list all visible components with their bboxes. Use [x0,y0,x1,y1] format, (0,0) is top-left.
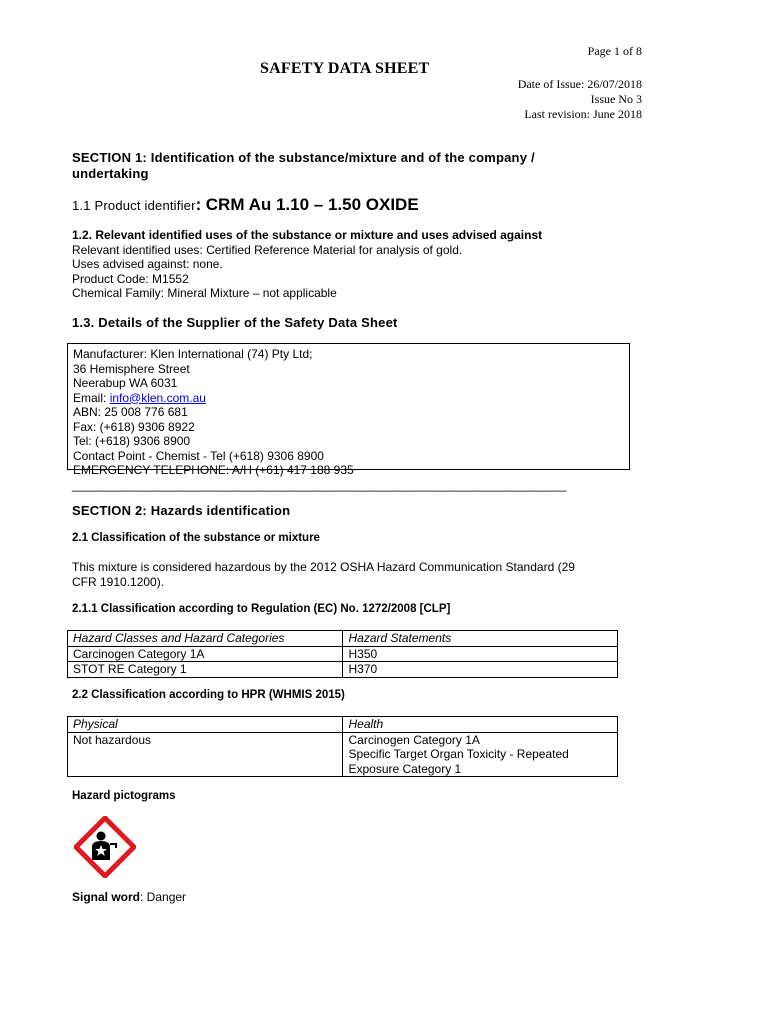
relevant-uses-heading: 1.2. Relevant identified uses of the substance or mixture and uses advised against [72,228,543,242]
last-revision: Last revision: June 2018 [524,107,642,121]
date-of-issue: Date of Issue: 26/07/2018 [517,77,642,91]
document-title: SAFETY DATA SHEET [260,60,430,77]
email-line [73,391,624,406]
section1-heading-line2: undertaking [72,166,149,181]
hpr-table [67,716,618,777]
classification-text [72,560,575,589]
product-code: Product Code: M1552 [72,271,189,286]
street: 36 Hemisphere Street [73,361,190,376]
relevant-uses: Relevant identified uses: Certified Reference Material for analysis of gold. [72,242,463,257]
product-identifier [72,195,419,215]
hpr-heading: 2.2 Classification according to HPR (WHMIS 2015) [72,689,345,701]
classification-text-line2: CFR 1910.1200). [72,574,165,589]
pictograms-heading: Hazard pictograms [72,790,176,802]
emergency-telephone: EMERGENCY TELEPHONE: A/H (+61) 417 188 935 [73,463,354,477]
section2-heading: SECTION 2: Hazards identification [72,503,291,518]
table-header: Health [343,717,618,733]
table-cell-health [343,732,618,777]
email-link[interactable]: info@klen.com.au [109,390,206,405]
table-cell: STOT RE Category 1 [68,662,343,678]
health-line: Specific Target Organ Toxicity - Repeated [348,747,569,761]
product-name: CRM Au 1.10 – 1.50 OXIDE [205,195,419,214]
table-header: Hazard Statements [343,631,618,647]
section1-heading [72,150,535,182]
fax: Fax: (+618) 9306 8922 [73,419,195,434]
clp-table [67,630,618,678]
chemical-family: Chemical Family: Mineral Mixture – not applicable [72,286,337,300]
table-cell: H370 [343,662,618,678]
manufacturer: Manufacturer: Klen International (74) Pty Ltd; [73,347,313,361]
table-row [68,662,618,678]
email-label: Email: [73,390,110,405]
table-row [68,732,618,777]
table-cell: H350 [343,646,618,662]
contact-point: Contact Point - Chemist - Tel (+618) 9306 8900 [73,448,324,463]
issue-info [518,77,642,122]
health-hazard-icon [74,816,136,878]
clp-heading: 2.1.1 Classification according to Regulation (EC) No. 1272/2008 [CLP] [72,603,451,615]
abn: ABN: 25 008 776 681 [73,405,188,419]
product-identifier-label: 1.1 Product identifier [72,198,196,213]
table-cell-physical: Not hazardous [68,732,343,777]
health-line: Exposure Category 1 [348,761,462,776]
signal-word [72,890,186,905]
issue-number: Issue No 3 [590,92,642,106]
classification-heading: 2.1 Classification of the substance or mixture [72,532,320,544]
table-cell: Carcinogen Category 1A [68,646,343,662]
supplier-box [67,343,630,477]
table-header: Physical [68,717,343,733]
signal-word-label: Signal word [72,890,141,904]
health-line: Carcinogen Category 1A [348,732,480,747]
section-separator: ________________________________________________________________________________ [72,478,566,492]
page-number: Page 1 of 8 [587,44,642,58]
table-row [68,646,618,662]
table-header: Hazard Classes and Hazard Categories [68,631,343,647]
section1-heading-line1: SECTION 1: Identification of the substance/mixture and of the company / [72,150,535,165]
table-header-row [68,717,618,733]
classification-text-line1: This mixture is considered hazardous by the 2012 OSHA Hazard Communication Standard (29 [72,560,575,574]
table-header-row [68,631,618,647]
relevant-uses-block [72,228,542,301]
signal-word-value: : Danger [140,890,187,904]
product-identifier-colon: : [195,195,202,214]
supplier-heading: 1.3. Details of the Supplier of the Safety Data Sheet [72,315,398,330]
uses-advised-against: Uses advised against: none. [72,257,223,271]
tel: Tel: (+618) 9306 8900 [73,434,191,448]
city: Neerabup WA 6031 [73,376,178,390]
